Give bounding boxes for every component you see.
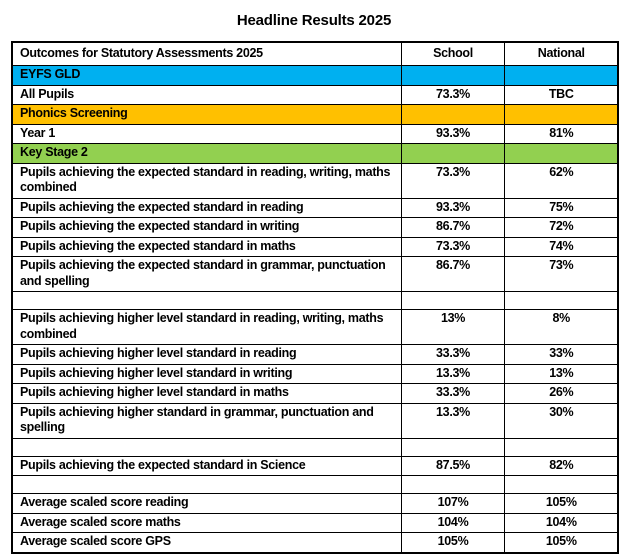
row-label: Key Stage 2 bbox=[12, 144, 401, 164]
national-value: 75% bbox=[504, 198, 618, 218]
school-value: 73.3% bbox=[401, 163, 504, 198]
results-table bbox=[11, 41, 619, 554]
table-row bbox=[12, 384, 618, 404]
school-value: 13.3% bbox=[401, 403, 504, 438]
school-value: 73.3% bbox=[401, 85, 504, 105]
row-label: EYFS GLD bbox=[12, 66, 401, 86]
school-value: 87.5% bbox=[401, 456, 504, 476]
row-label: All Pupils bbox=[12, 85, 401, 105]
column-header-school: School bbox=[401, 42, 504, 66]
row-label: Pupils achieving the expected standard in maths bbox=[12, 237, 401, 257]
results-table-body bbox=[12, 66, 618, 553]
row-label: Pupils achieving the expected standard in writing bbox=[12, 218, 401, 238]
row-label: Pupils achieving the expected standard in reading, writing, maths combined bbox=[12, 163, 401, 198]
national-value: 105% bbox=[504, 533, 618, 553]
school-value: 73.3% bbox=[401, 237, 504, 257]
row-label: Average scaled score maths bbox=[12, 513, 401, 533]
school-value: 107% bbox=[401, 494, 504, 514]
school-value bbox=[401, 105, 504, 125]
school-value: 13.3% bbox=[401, 364, 504, 384]
national-value bbox=[504, 66, 618, 86]
school-value: 86.7% bbox=[401, 218, 504, 238]
school-value: 33.3% bbox=[401, 345, 504, 365]
header-row bbox=[12, 42, 618, 66]
section-header-row bbox=[12, 105, 618, 125]
spacer-row bbox=[12, 438, 618, 456]
national-value: 73% bbox=[504, 257, 618, 292]
national-value bbox=[504, 438, 618, 456]
national-value: 105% bbox=[504, 494, 618, 514]
table-row bbox=[12, 218, 618, 238]
row-label: Pupils achieving higher level standard in maths bbox=[12, 384, 401, 404]
table-row bbox=[12, 310, 618, 345]
row-label bbox=[12, 438, 401, 456]
row-label: Pupils achieving the expected standard in Science bbox=[12, 456, 401, 476]
table-row bbox=[12, 533, 618, 553]
table-row bbox=[12, 257, 618, 292]
school-value bbox=[401, 144, 504, 164]
spacer-row bbox=[12, 476, 618, 494]
row-label: Pupils achieving higher level standard in reading bbox=[12, 345, 401, 365]
table-row bbox=[12, 345, 618, 365]
school-value: 13% bbox=[401, 310, 504, 345]
table-row bbox=[12, 163, 618, 198]
national-value: 13% bbox=[504, 364, 618, 384]
national-value: 74% bbox=[504, 237, 618, 257]
school-value: 86.7% bbox=[401, 257, 504, 292]
table-row bbox=[12, 513, 618, 533]
national-value bbox=[504, 476, 618, 494]
section-header-row bbox=[12, 144, 618, 164]
table-row bbox=[12, 237, 618, 257]
school-value bbox=[401, 476, 504, 494]
row-label bbox=[12, 476, 401, 494]
national-value: 26% bbox=[504, 384, 618, 404]
row-label: Phonics Screening bbox=[12, 105, 401, 125]
national-value bbox=[504, 292, 618, 310]
row-label: Average scaled score reading bbox=[12, 494, 401, 514]
national-value: 72% bbox=[504, 218, 618, 238]
row-label: Year 1 bbox=[12, 124, 401, 144]
row-label: Pupils achieving the expected standard in reading bbox=[12, 198, 401, 218]
spacer-row bbox=[12, 292, 618, 310]
column-header-national: National bbox=[504, 42, 618, 66]
school-value: 104% bbox=[401, 513, 504, 533]
national-value: 104% bbox=[504, 513, 618, 533]
national-value: 30% bbox=[504, 403, 618, 438]
school-value: 93.3% bbox=[401, 124, 504, 144]
table-row bbox=[12, 124, 618, 144]
row-label bbox=[12, 292, 401, 310]
row-label: Pupils achieving higher standard in grammar, punctuation and spelling bbox=[12, 403, 401, 438]
section-header-row bbox=[12, 66, 618, 86]
national-value bbox=[504, 105, 618, 125]
school-value bbox=[401, 438, 504, 456]
table-row bbox=[12, 456, 618, 476]
national-value: 82% bbox=[504, 456, 618, 476]
row-label: Average scaled score GPS bbox=[12, 533, 401, 553]
national-value: TBC bbox=[504, 85, 618, 105]
school-value: 93.3% bbox=[401, 198, 504, 218]
school-value bbox=[401, 66, 504, 86]
national-value: 81% bbox=[504, 124, 618, 144]
national-value: 33% bbox=[504, 345, 618, 365]
row-label: Pupils achieving the expected standard in grammar, punctuation and spelling bbox=[12, 257, 401, 292]
table-row bbox=[12, 494, 618, 514]
table-row bbox=[12, 198, 618, 218]
table-row bbox=[12, 85, 618, 105]
school-value: 105% bbox=[401, 533, 504, 553]
page-title: Headline Results 2025 bbox=[236, 12, 392, 29]
national-value: 62% bbox=[504, 163, 618, 198]
school-value bbox=[401, 292, 504, 310]
table-row bbox=[12, 364, 618, 384]
row-label: Pupils achieving higher level standard in writing bbox=[12, 364, 401, 384]
school-value: 33.3% bbox=[401, 384, 504, 404]
table-row bbox=[12, 403, 618, 438]
national-value bbox=[504, 144, 618, 164]
national-value: 8% bbox=[504, 310, 618, 345]
row-label: Pupils achieving higher level standard in reading, writing, maths combined bbox=[12, 310, 401, 345]
column-header-outcomes: Outcomes for Statutory Assessments 2025 bbox=[12, 42, 401, 66]
